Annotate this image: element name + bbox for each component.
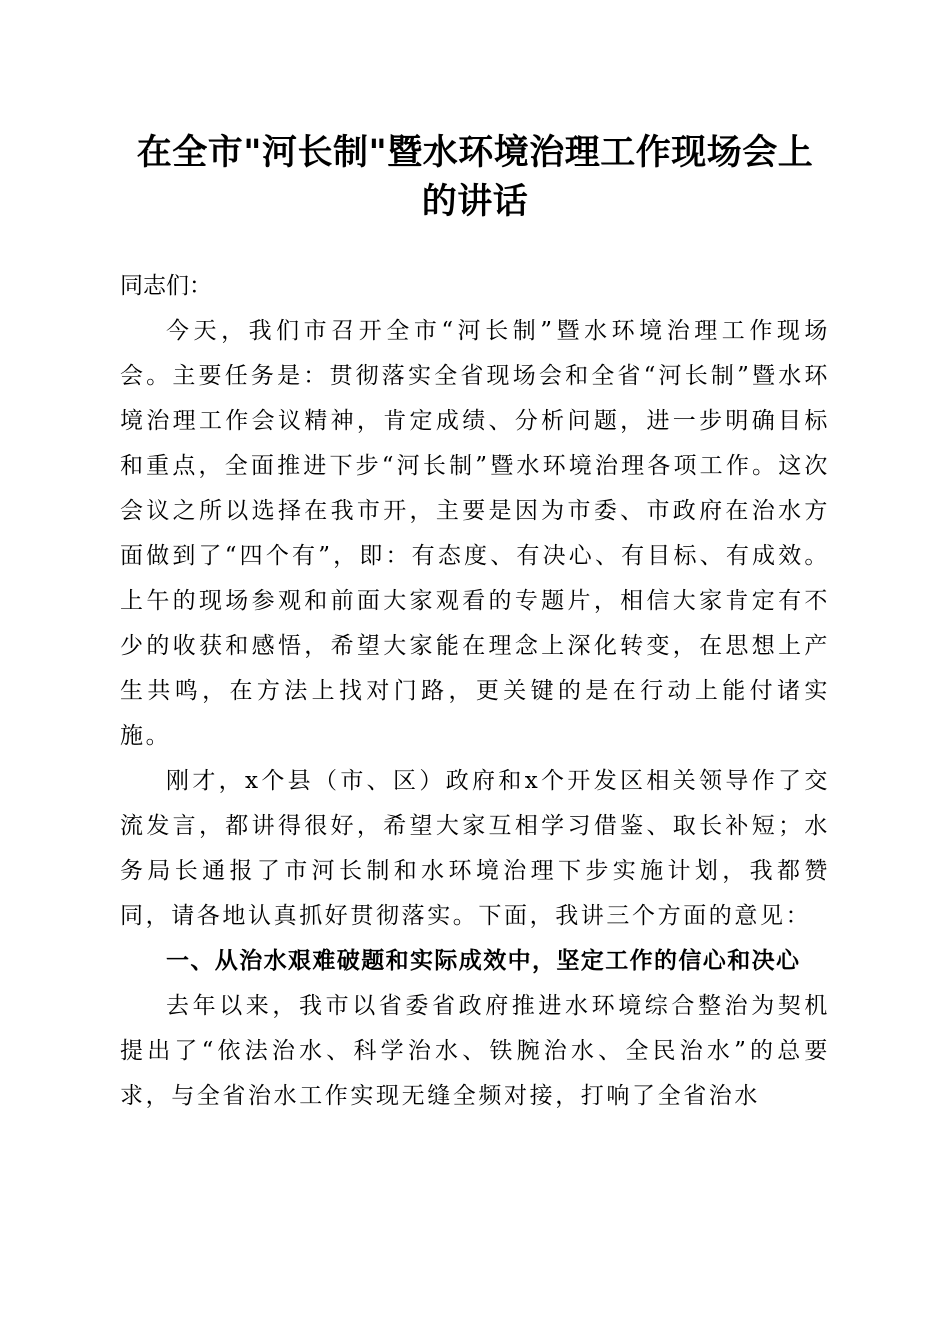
- document-page: [120, 128, 830, 1119]
- document-title: 在全市"河长制"暨水环境治理工作现场会上的讲话: [136, 132, 814, 222]
- salutation: 同志们：: [120, 273, 212, 299]
- paragraph-exchange: 刚才，x个县（市、区）政府和x个开发区相关领导作了交流发言，都讲得很好，希望大家互相学习借鉴、取长补短；水务局长通报了市河长制和水环境治理下步实施计划，我都赞同，请各地认真抓好贯彻落实。下面，我讲三个方面的意见：: [120, 768, 830, 929]
- paragraph-section-1: 去年以来，我市以省委省政府推进水环境综合整治为契机提出了“依法治水、科学治水、铁腕治水、全民治水”的总要求，与全省治水工作实现无缝全频对接，打响了全省治水: [120, 993, 830, 1109]
- section-heading-1: 一、从治水艰难破题和实际成效中，坚定工作的信心和决心: [166, 948, 801, 974]
- paragraph-intro: 今天，我们市召开全市“河长制”暨水环境治理工作现场会。主要任务是：贯彻落实全省现场会和全省“河长制”暨水环境治理工作会议精神，肯定成绩、分析问题，进一步明确目标和重点，全面推进下步“河长制”暨水环境治理各项工作。这次会议之所以选择在我市开，主要是因为市委、市政府在治水方面做到了“四个有”，即：有态度、有决心、有目标、有成效。上午的现场参观和前面大家观看的专题片，相信大家肯定有不少的收获和感悟，希望大家能在理念上深化转变，在思想上产生共鸣，在方法上找对门路，更关键的是在行动上能付诸实施。: [120, 318, 830, 749]
